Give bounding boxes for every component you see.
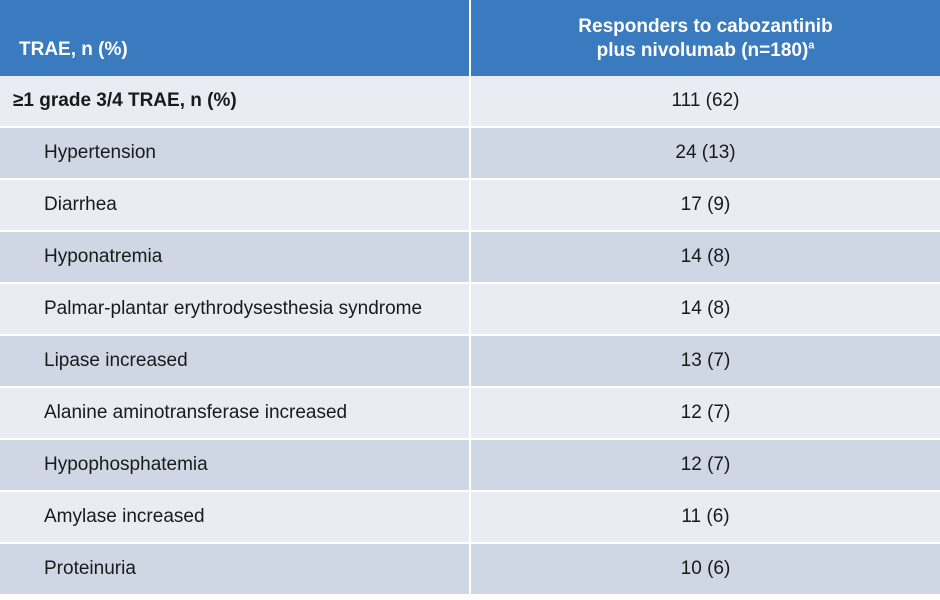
row-value: 17 (9) (680, 194, 731, 215)
row-value: 24 (13) (675, 142, 736, 163)
row-value: 10 (6) (680, 558, 731, 579)
row-label: Lipase increased (44, 350, 188, 371)
row-label: Diarrhea (44, 194, 117, 215)
table-row (0, 128, 940, 180)
row-label: Proteinuria (44, 558, 136, 579)
header-trae-column: TRAE, n (%) (19, 39, 128, 60)
table-body (0, 76, 940, 596)
row-label: Amylase increased (44, 506, 205, 527)
row-value: 13 (7) (680, 350, 731, 371)
row-value: 111 (62) (671, 90, 740, 111)
row-label: Hypertension (44, 142, 156, 163)
row-label: Hyponatremia (44, 246, 163, 267)
table-row-summary (0, 76, 940, 128)
row-label: Palmar-plantar erythrodysesthesia syndrome (44, 298, 423, 319)
header-responders-line1: Responders to cabozantinib (578, 16, 833, 37)
table-row (0, 388, 940, 440)
header-responders-column (471, 15, 940, 63)
table-row (0, 440, 940, 492)
row-value: 12 (7) (680, 402, 731, 423)
row-value: 14 (8) (680, 246, 731, 267)
row-label: Hypophosphatemia (44, 454, 208, 475)
row-value: 12 (7) (680, 454, 731, 475)
table-row (0, 180, 940, 232)
row-value: 11 (6) (681, 506, 730, 527)
table-row (0, 284, 940, 336)
table-row (0, 544, 940, 596)
row-value: 14 (8) (680, 298, 731, 319)
table-row (0, 232, 940, 284)
row-label: Alanine aminotransferase increased (44, 402, 348, 423)
row-label: ≥1 grade 3/4 TRAE, n (%) (13, 90, 237, 111)
header-responders-line2: plus nivolumab (n=180) (596, 40, 809, 61)
header-footnote-marker: a (808, 39, 815, 52)
table-row (0, 492, 940, 544)
table-header (0, 0, 940, 76)
table-row (0, 336, 940, 388)
